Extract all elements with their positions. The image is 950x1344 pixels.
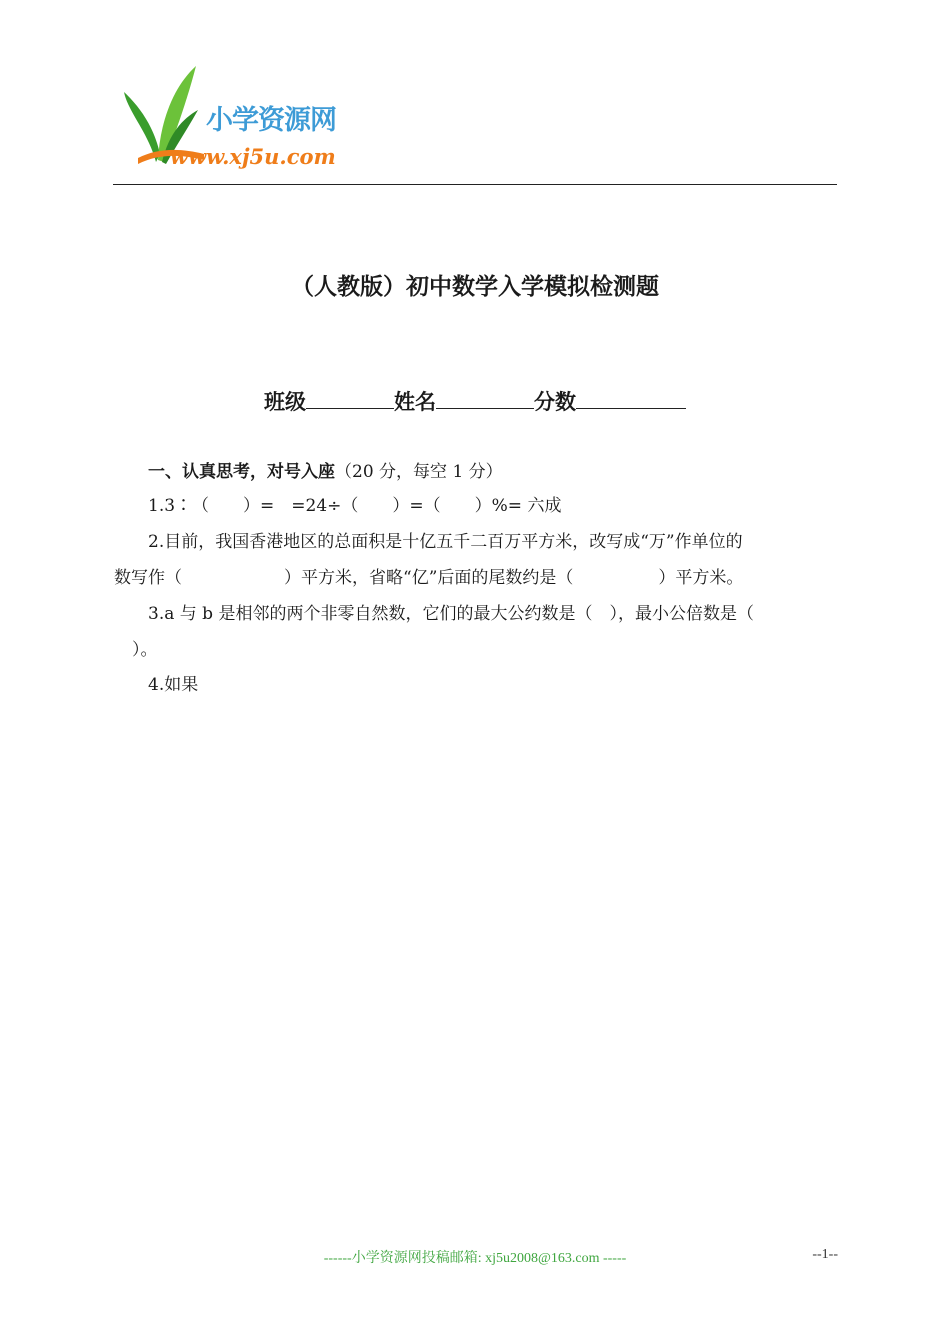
page-number: --1-- [812,1247,838,1262]
logo-url: www.xj5u.com [170,144,336,169]
section-heading [148,460,503,484]
section-title: 一、认真思考，对号入座 [148,462,335,482]
section-note: （20 分，每空 1 分） [335,462,503,482]
header-divider [113,184,837,185]
name-label: 姓名 [394,390,436,414]
question-2-line-2: 数写作（ ）平方米，省略“亿”后面的尾数约是（ ）平方米。 [114,568,744,588]
score-blank [576,386,686,409]
class-blank [306,386,394,409]
question-1: 1.3∶（ ）= =24÷（ ）=（ ）%= 六成 [148,496,562,516]
question-3-line-1: 3.a 与 b 是相邻的两个非零自然数，它们的最大公约数是（ ），最小公倍数是（ [148,604,754,624]
class-label: 班级 [264,390,306,414]
footer-contact: ------小学资源网投稿邮箱: xj5u2008@163.com ----- [323,1251,627,1266]
student-info-row [0,386,950,416]
question-2-line-1: 2.目前，我国香港地区的总面积是十亿五千二百万平方米，改写成“万”作单位的 [148,532,743,552]
logo-chinese-name: 小学资源网 [206,105,336,136]
score-label: 分数 [534,390,576,414]
name-blank [436,386,534,409]
question-3-line-2: ）。 [132,640,158,660]
question-4: 4.如果 [148,675,199,695]
document-title: （人教版）初中数学入学模拟检测题 [291,274,659,300]
site-logo [118,62,358,182]
